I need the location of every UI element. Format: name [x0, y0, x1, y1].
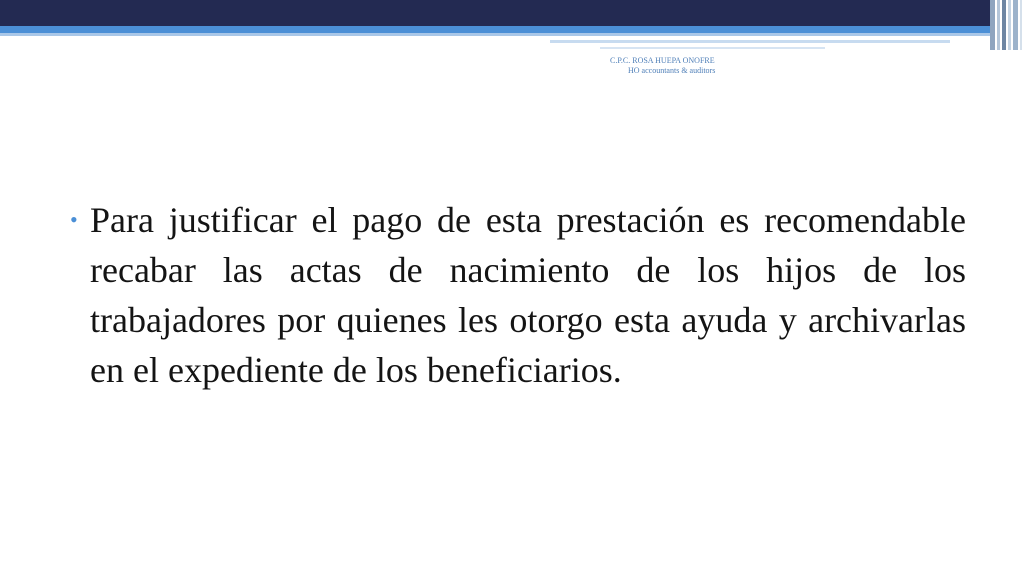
header-bar-blue [0, 26, 990, 33]
stripe [997, 0, 1000, 50]
stripe [990, 0, 995, 50]
stripe [1013, 0, 1018, 50]
slide-body [70, 195, 966, 395]
header-bar-light [0, 33, 990, 36]
author-credit-firm: HO accountants & auditors [628, 66, 716, 75]
header-bar-navy [0, 0, 990, 26]
bullet-item [70, 195, 966, 395]
stripe [1008, 0, 1011, 50]
stripe [1020, 0, 1022, 50]
header-accent-line [550, 40, 950, 43]
author-credit-name: C.P.C. ROSA HUEPA ONOFRE [610, 56, 715, 65]
bullet-text: Para justificar el pago de esta prestación es recomendable recabar las actas de nacimiento de los hijos de los trabajadores por quienes les otorgo esta ayuda y archivarlas en el expediente de los beneficiarios. [90, 200, 966, 390]
header-accent-line-short [600, 47, 825, 49]
author-credit [610, 56, 715, 76]
stripe [1002, 0, 1006, 50]
decorative-stripes [990, 0, 1024, 50]
bullet-dot-icon: • [70, 207, 78, 232]
